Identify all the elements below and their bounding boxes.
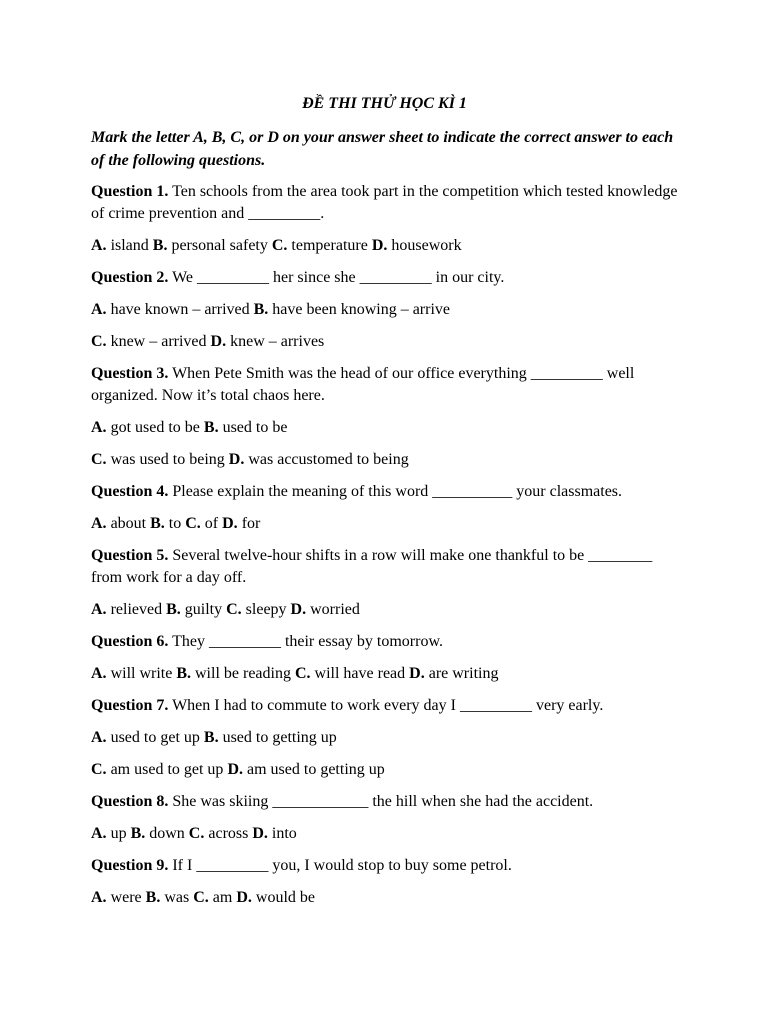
question-label: Question 4.	[91, 483, 169, 500]
question-2	[91, 267, 678, 289]
option-text: temperature	[291, 237, 368, 254]
option-text: across	[208, 825, 249, 842]
option-letter: A.	[91, 601, 107, 618]
option-letter: C.	[294, 665, 311, 682]
option-letter: B.	[203, 729, 219, 746]
option-letter: D.	[227, 761, 243, 778]
question-label: Question 5.	[91, 547, 169, 564]
answer-options-line	[91, 299, 678, 321]
option-text: into	[271, 825, 297, 842]
option-text: island	[110, 237, 149, 254]
option-text: are writing	[428, 665, 499, 682]
question-5	[91, 545, 678, 589]
option-text: knew – arrived	[110, 333, 207, 350]
option-letter: D.	[222, 515, 238, 532]
option-letter: D.	[236, 889, 252, 906]
question-text: They _________ their essay by tomorrow.	[172, 633, 443, 650]
option-text: will be reading	[195, 665, 291, 682]
option-text: used to be	[222, 419, 288, 436]
option-letter: B.	[166, 601, 181, 618]
option-letter: C.	[91, 451, 107, 468]
option-letter: C.	[185, 515, 201, 532]
option-text: got used to be	[110, 419, 200, 436]
option-letter: D.	[210, 333, 227, 350]
option-letter: C.	[91, 333, 107, 350]
option-text: am used to getting up	[247, 761, 385, 778]
option-letter: A.	[91, 301, 107, 318]
option-letter: A.	[91, 237, 107, 254]
option-text: have known – arrived	[110, 301, 250, 318]
option-letter: B.	[176, 665, 191, 682]
question-text: When I had to commute to work every day I _________ very early.	[172, 697, 604, 714]
question-4	[91, 481, 678, 503]
option-text: used to getting up	[222, 729, 337, 746]
question-text: We _________ her since she _________ in our city.	[172, 269, 505, 286]
question-label: Question 6.	[91, 633, 169, 650]
option-text: was used to being	[110, 451, 225, 468]
option-text: to	[168, 515, 182, 532]
option-letter: B.	[130, 825, 146, 842]
option-letter: B.	[150, 515, 165, 532]
option-text: am used to get up	[110, 761, 224, 778]
option-letter: A.	[91, 419, 107, 436]
answer-options-line	[91, 599, 678, 621]
option-text: was	[164, 889, 190, 906]
option-letter: A.	[91, 889, 107, 906]
option-letter: C.	[271, 237, 288, 254]
answer-options-line	[91, 331, 678, 353]
option-text: have been knowing – arrive	[272, 301, 451, 318]
option-text: up	[110, 825, 127, 842]
answer-options-line	[91, 663, 678, 685]
answer-options-line	[91, 417, 678, 439]
option-text: for	[241, 515, 261, 532]
option-text: was accustomed to being	[248, 451, 409, 468]
question-3	[91, 363, 678, 407]
option-text: used to get up	[110, 729, 200, 746]
question-text: If I _________ you, I would stop to buy some petrol.	[172, 857, 512, 874]
option-text: guilty	[184, 601, 223, 618]
option-text: down	[149, 825, 185, 842]
question-label: Question 2.	[91, 269, 169, 286]
option-letter: C.	[226, 601, 242, 618]
question-text: Please explain the meaning of this word __________ your classmates.	[172, 483, 623, 500]
option-letter: C.	[193, 889, 209, 906]
answer-options-line	[91, 449, 678, 471]
option-text: sleepy	[245, 601, 287, 618]
question-text: When Pete Smith was the head of our office everything _________ well organized. Now it’s total chaos here.	[91, 365, 635, 404]
option-text: of	[204, 515, 219, 532]
answer-options-line	[91, 759, 678, 781]
question-text: She was skiing ____________ the hill when she had the accident.	[172, 793, 594, 810]
question-9	[91, 855, 678, 877]
answer-options-line	[91, 235, 678, 257]
option-letter: D.	[290, 601, 307, 618]
option-letter: B.	[203, 419, 219, 436]
option-text: housework	[391, 237, 462, 254]
option-text: am	[212, 889, 233, 906]
option-text: personal safety	[171, 237, 268, 254]
option-letter: B.	[152, 237, 168, 254]
page-title: ĐỀ THI THỬ HỌC KÌ 1	[302, 95, 467, 112]
option-text: would be	[255, 889, 315, 906]
option-text: will write	[110, 665, 173, 682]
option-letter: D.	[228, 451, 245, 468]
option-text: about	[110, 515, 147, 532]
option-letter: B.	[145, 889, 161, 906]
option-text: will have read	[314, 665, 406, 682]
option-letter: C.	[188, 825, 205, 842]
option-letter: A.	[91, 825, 107, 842]
question-1	[91, 181, 678, 225]
question-6	[91, 631, 678, 653]
question-7	[91, 695, 678, 717]
question-label: Question 8.	[91, 793, 169, 810]
option-letter: D.	[409, 665, 425, 682]
question-label: Question 3.	[91, 365, 169, 382]
option-letter: A.	[91, 665, 107, 682]
instructions: Mark the letter A, B, C, or D on your answer sheet to indicate the correct answer to each of the following questions.	[91, 129, 674, 169]
question-label: Question 7.	[91, 697, 169, 714]
option-text: relieved	[110, 601, 163, 618]
answer-options-line	[91, 823, 678, 845]
question-text: Ten schools from the area took part in the competition which tested knowledge of crime prevention and _________.	[91, 183, 678, 222]
option-letter: A.	[91, 515, 107, 532]
answer-options-line	[91, 727, 678, 749]
option-text: were	[110, 889, 142, 906]
option-text: knew – arrives	[230, 333, 325, 350]
question-label: Question 1.	[91, 183, 169, 200]
question-8	[91, 791, 678, 813]
option-text: worried	[310, 601, 360, 618]
answer-options-line	[91, 513, 678, 535]
question-text: Several twelve-hour shifts in a row will make one thankful to be ________ from work for a day off.	[91, 547, 653, 586]
option-letter: D.	[252, 825, 268, 842]
option-letter: B.	[253, 301, 269, 318]
answer-options-line	[91, 887, 678, 909]
question-label: Question 9.	[91, 857, 169, 874]
option-letter: A.	[91, 729, 107, 746]
option-letter: C.	[91, 761, 107, 778]
question-list	[91, 181, 678, 909]
option-letter: D.	[371, 237, 388, 254]
